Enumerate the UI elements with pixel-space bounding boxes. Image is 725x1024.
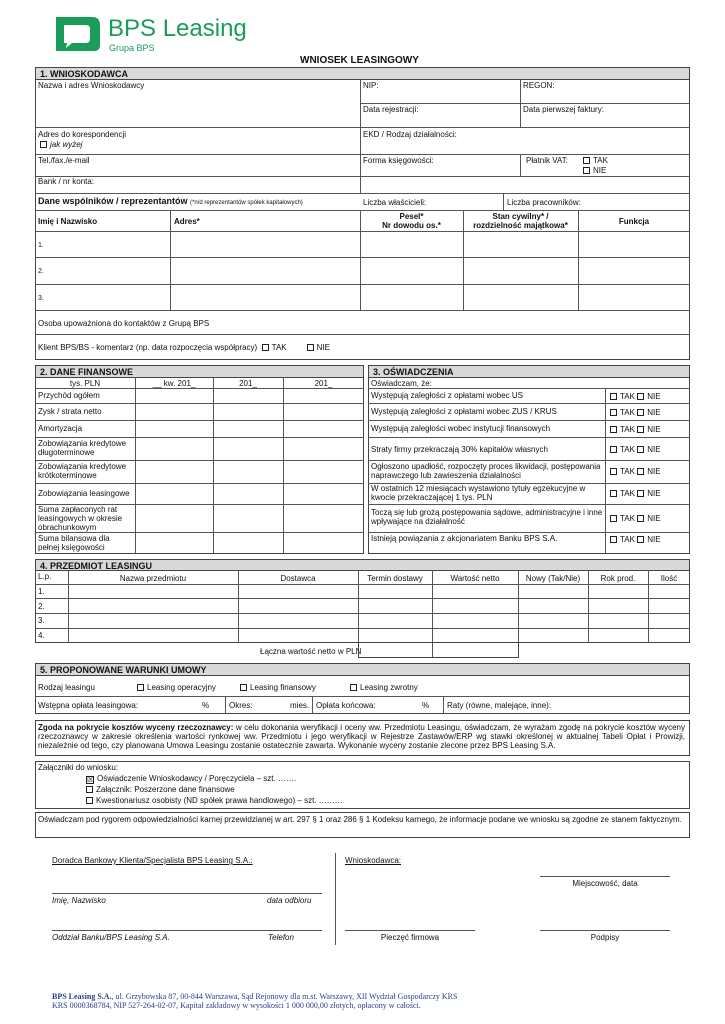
- decl-row: Występują zaległości z opłatami wobec US: [371, 391, 523, 400]
- decl-choice[interactable]: TAK NIE: [610, 489, 661, 498]
- signatures-label: Podpisy: [590, 933, 620, 942]
- bank-field[interactable]: Bank / nr konta:: [38, 177, 95, 186]
- decl-row: Występują zaległości wobec instytucji finansowych: [371, 424, 551, 433]
- tel-field[interactable]: Tel./fax./e-mail: [38, 156, 90, 165]
- section-1-header: 1. WNIOSKODAWCA: [35, 67, 690, 80]
- item-col-value: Wartość netto: [450, 574, 500, 583]
- col-pesel: Pesel* Nr dowodu os.*: [382, 212, 441, 230]
- vat-label: Płatnik VAT:: [526, 156, 568, 165]
- period-months: mies.: [290, 701, 310, 710]
- fin-row: Zobowiązania kredytowe krótkoterminowe: [38, 462, 127, 480]
- item-row: 4.: [38, 631, 45, 640]
- decl-choice[interactable]: TAK NIE: [610, 445, 661, 454]
- decl-row: Toczą się lub grożą postępowania sądowe, administracyjne i inne wpływające na działalność: [371, 508, 603, 526]
- client-comment[interactable]: Klient BPS/BS - komentarz (np. data rozpoczęcia współpracy) TAK NIE: [38, 343, 330, 352]
- stamp-label: Pieczęć firmowa: [380, 933, 440, 942]
- footer: BPS Leasing S.A., ul. Grzybowska 87, 00-844 Warszawa, Sąd Rejonowy dla m.st. Warszawy, XII Wydział Gospodarczy KRS KRS 0000368784, NIP 527-264-02-07, Kapitał zakładowy w wysokości 1 000 000,00 złotych, opłacony w całości.: [52, 992, 458, 1010]
- decl-row: Straty firmy przekraczają 30% kapitałów własnych: [371, 445, 548, 454]
- decl-choice[interactable]: TAK NIE: [610, 425, 661, 434]
- phone-label: Telefon: [268, 933, 294, 942]
- decl-choice[interactable]: TAK NIE: [610, 467, 661, 476]
- reg-date-field[interactable]: Data rejestracji:: [363, 105, 419, 114]
- s3-intro: Oświadczam, że:: [371, 379, 432, 388]
- leasing-finansowy-checkbox[interactable]: Leasing finansowy: [240, 683, 316, 692]
- fin-row: Suma bilansowa dla pełnej księgowości: [38, 534, 110, 552]
- forma-field[interactable]: Forma księgowości:: [363, 156, 434, 165]
- logo-mark-icon: [52, 15, 102, 53]
- period-label: Okres:: [229, 701, 253, 710]
- decl-row: Ogłoszono upadłość, rozpoczęty proces likwidacji, postępowania naprawczego lub zawieszenia działalności: [371, 462, 601, 480]
- brand-name: BPS Leasing: [108, 15, 247, 42]
- fin-row: Przychód ogółem: [38, 391, 100, 400]
- col-name: Imię i Nazwisko: [38, 217, 98, 226]
- fin-col-2: 201_: [239, 379, 257, 388]
- fin-col-0: tys. PLN: [69, 379, 101, 388]
- page-title: WNIOSEK LEASINGOWY: [300, 55, 419, 66]
- fin-row: Zobowiązania leasingowe: [38, 489, 130, 498]
- consent-text: Zgoda na pokrycie kosztów wyceny rzeczoznawcy: w celu dokonania weryfikacji i oceny ww. Przedmiotu Leasingu, oświadczam, że wyrażam zgodę na pokrycie kosztów wyceny rzeczoznawcy w zakresie określenia wartości rynkowej ww. Przedmiotu i jego weryfikacji w Rejestrze Zastawów/ERP wg stawki określonej w aktualnej Tabeli Opłat i Prowizji, niezależnie od tego, czy planowana Umowa Leasingu zostanie ostatecznie zawarta. Wykonanie wyceny zostanie zlecone przez BPS Leasing S.A.: [38, 723, 686, 750]
- first-fee-pct: %: [202, 701, 210, 710]
- decl-choice[interactable]: TAK NIE: [610, 514, 661, 523]
- first-invoice-field[interactable]: Data pierwszej faktury:: [523, 105, 604, 114]
- final-fee-pct: %: [422, 701, 430, 710]
- table-row: 3.: [38, 295, 44, 302]
- section-3-header: 3. OŚWIADCZENIA: [368, 365, 690, 378]
- as-above-checkbox[interactable]: jak wyżej: [40, 140, 82, 149]
- declaration-text: Oświadczam pod rygorem odpowiedzialności karnej przewidzianej w art. 297 § 1 oraz 286 § 1 Kodeksu karnego, że informacje podane we wniosku są zgodne ze stanem faktycznym.: [38, 815, 682, 824]
- fin-row: Amortyzacja: [38, 424, 83, 433]
- table-row: 2.: [38, 268, 44, 275]
- rates-label: Raty (równe, malejące, inne):: [447, 701, 552, 710]
- place-date-label: Miejscowość, data: [572, 879, 638, 888]
- contact-field[interactable]: Osoba upoważniona do kontaktów z Grupą BPS: [38, 319, 210, 328]
- decl-choice[interactable]: TAK NIE: [610, 408, 661, 417]
- fin-col-1: __ kw. 201_: [152, 379, 196, 388]
- item-col-new: Nowy (Tak/Nie): [525, 574, 581, 583]
- item-col-name: Nazwa przedmiotu: [119, 574, 187, 583]
- decl-row: Istnieją powiązania z akcjonariatem Banku BPS S.A.: [371, 534, 558, 543]
- ekd-field[interactable]: EKD / Rodzaj działalności:: [363, 130, 457, 139]
- decl-row: Występują zaległości z opłatami wobec ZUS / KRUS: [371, 407, 557, 416]
- item-row: 3.: [38, 616, 45, 625]
- table-row: 1.: [38, 242, 44, 249]
- attachment-1-checkbox[interactable]: ☒ Oświadczenie Wnioskodawcy / Poręczyciela – szt. …….: [87, 774, 297, 784]
- col-addr: Adres*: [174, 217, 200, 226]
- item-col-term: Termin dostawy: [367, 574, 423, 583]
- leasing-zwrotny-checkbox[interactable]: Leasing zwrotny: [350, 683, 418, 692]
- regon-field[interactable]: REGON:: [523, 81, 555, 90]
- logo: [52, 15, 247, 55]
- total-net-label: Łączna wartość netto w PLN: [260, 647, 362, 656]
- brand-sub: Grupa BPS: [109, 43, 155, 53]
- vat-nie-checkbox[interactable]: NIE: [583, 166, 606, 175]
- name-addr-label: Nazwa i adres Wnioskodawcy: [38, 81, 145, 90]
- date-received-label: data odbioru: [267, 896, 312, 905]
- fin-col-3: 201_: [314, 379, 333, 388]
- col-civil: Stan cywilny* / rozdzielność majątkowa*: [473, 212, 568, 230]
- partners-heading: Dane wspólników / reprezentantów (*n/d reprezentantów spółek kapitałowych): [38, 196, 303, 206]
- fin-row: Zysk / strata netto: [38, 407, 102, 416]
- attachments-title: Załączniki do wniosku:: [38, 763, 119, 772]
- item-col-supplier: Dostawca: [280, 574, 316, 583]
- corr-addr-label: Adres do korespondencji: [38, 130, 127, 139]
- fin-row: Suma zapłaconych rat leasingowych w okresie obrachunkowym: [38, 505, 123, 532]
- applicant-label: Wnioskodawca:: [345, 856, 402, 865]
- leasing-kind-label: Rodzaj leasingu: [38, 683, 95, 692]
- owners-field[interactable]: Liczba właścicieli:: [363, 198, 427, 207]
- advisor-name-label: Imię, Nazwisko: [52, 896, 106, 905]
- item-row: 2.: [38, 602, 45, 611]
- decl-choice[interactable]: TAK NIE: [610, 535, 661, 544]
- attachment-3-checkbox[interactable]: Kwestionariusz osobisty (ND spółek prawa handlowego) – szt. ………: [86, 796, 343, 805]
- first-fee-label: Wstępna opłata leasingowa:: [38, 701, 139, 710]
- employees-field[interactable]: Liczba pracowników:: [507, 198, 581, 207]
- vat-tak-checkbox[interactable]: TAK: [583, 156, 608, 165]
- leasing-operacyjny-checkbox[interactable]: Leasing operacyjny: [137, 683, 216, 692]
- item-col-qty: Ilość: [660, 574, 678, 583]
- section-4-header: 4. PRZEDMIOT LEASINGU: [35, 559, 690, 571]
- decl-choice[interactable]: TAK NIE: [610, 392, 661, 401]
- item-row: 1.: [38, 587, 45, 596]
- section-5-header: 5. PROPONOWANE WARUNKI UMOWY: [35, 663, 690, 676]
- item-col-year: Rok prod.: [600, 574, 636, 583]
- item-col-lp: L.p.: [38, 572, 52, 581]
- fin-row: Zobowiązania kredytowe długoterminowe: [38, 439, 127, 457]
- advisor-label: Doradca Bankowy Klienta/Specjalista BPS Leasing S.A.:: [52, 856, 253, 865]
- col-func: Funkcja: [618, 217, 650, 226]
- nip-field[interactable]: NIP:: [363, 81, 379, 90]
- attachment-2-checkbox[interactable]: Załącznik: Poszerzone dane finansowe: [86, 785, 235, 794]
- decl-row: W ostatnich 12 miesiącach wystawiono tytuły egzekucyjne w kwocie przekraczającej 1 tys. PLN: [371, 484, 586, 502]
- final-fee-label: Opłata końcowa:: [316, 701, 376, 710]
- branch-label: Oddział Banku/BPS Leasing S.A.: [52, 933, 170, 942]
- section-2-header: 2. DANE FINANSOWE: [35, 365, 364, 378]
